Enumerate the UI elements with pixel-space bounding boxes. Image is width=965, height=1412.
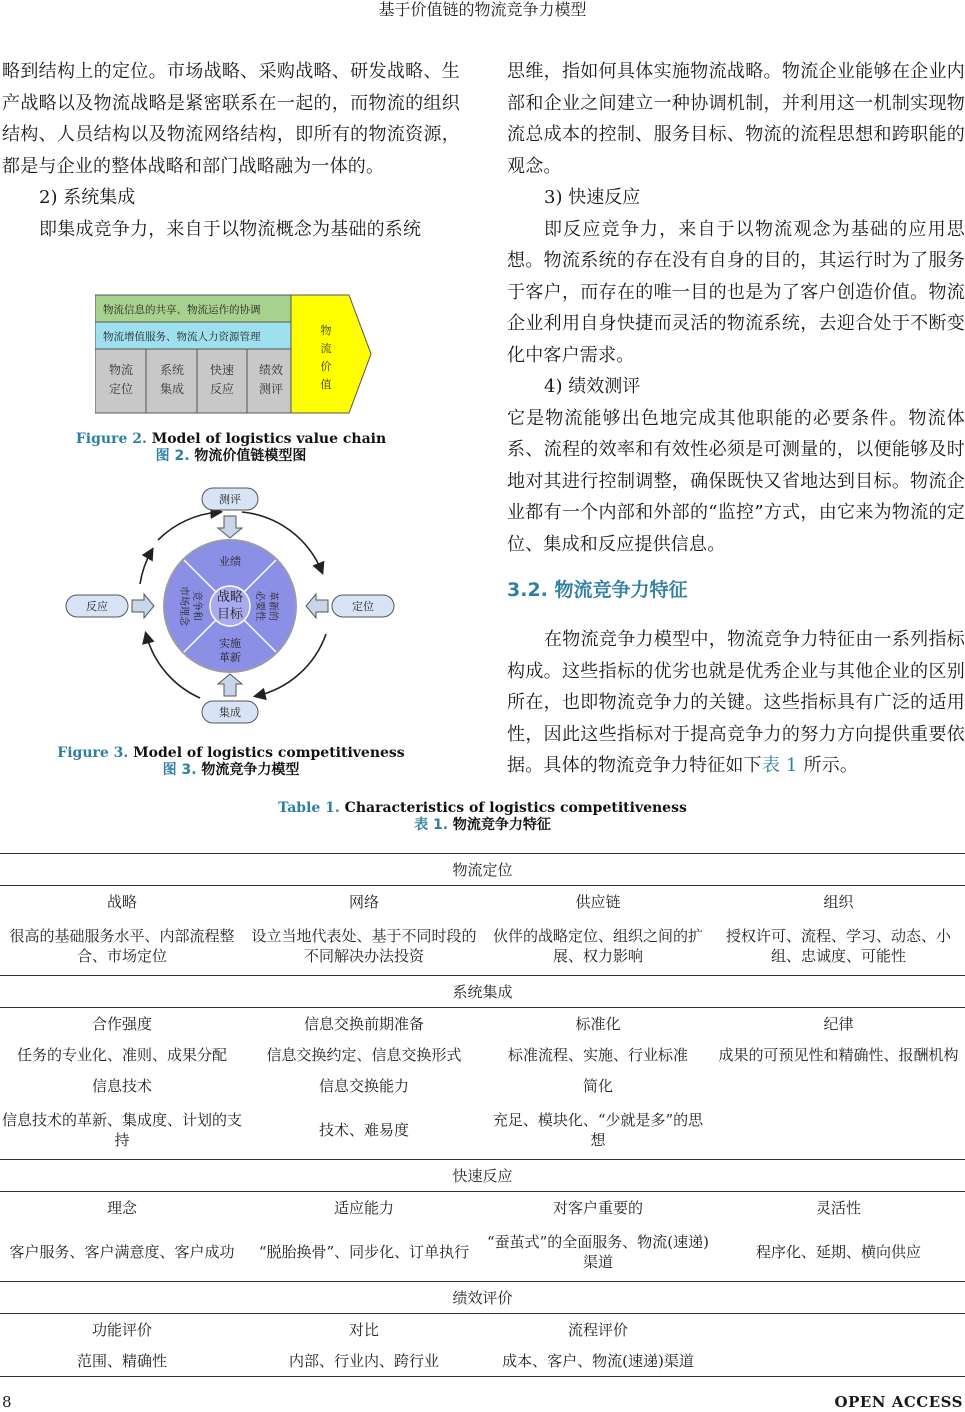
table-cell: “蚕茧式”的全面服务、物流(速递)渠道	[486, 1233, 710, 1271]
table-cell: 伙伴的战略定位、组织之间的扩展、权力影响	[492, 927, 703, 965]
node-top: 测评	[219, 493, 241, 506]
table-cell: “脱胎换骨”、同步化、订单执行	[258, 1243, 470, 1261]
table-cell: 设立当地代表处、基于不同时段的不同解决办法投资	[251, 927, 477, 965]
body-paragraph: 思维，指如何具体实施物流战略。物流企业能够在企业内部和企业之间建立一种协调机制，并利用这一机制实现物流总成本的控制、服务目标、物流的流程思想和跨职能的观念。	[507, 61, 965, 177]
right-column	[507, 56, 965, 782]
quadrant-left: 竞争和	[191, 591, 202, 621]
quadrant-left: 市场理念	[178, 586, 189, 626]
quadrant-right: 革新的	[267, 591, 278, 621]
table-cell: 适应能力	[333, 1198, 394, 1217]
subheading-quick-response: 3) 快速反应	[544, 187, 641, 208]
table-1-caption	[0, 800, 965, 834]
mid-bar-label: 物流增值服务、物流人力资源管理	[103, 331, 261, 343]
body-paragraph: 略到结构上的定位。市场战略、采购战略、研发战略、生产战略以及物流战略是紧密联系在一起的，而物流的组织结构、人员结构以及物流网络结构，即所有的物流资源，都是与企业的整体战略和部门战略融为一体的。	[2, 61, 460, 177]
center-label: 目标	[216, 607, 244, 622]
node-bottom: 集成	[219, 706, 241, 719]
arrow-char: 物	[320, 324, 332, 337]
cell-label: 定位	[108, 382, 134, 396]
group-title: 系统集成	[0, 976, 965, 1008]
table-1	[0, 853, 965, 1377]
section-heading: 3.2. 物流竞争力特征	[507, 579, 688, 601]
table-cell: 战略	[106, 892, 137, 911]
competitiveness-diagram	[60, 484, 400, 728]
body-paragraph: 即反应竞争力，来自于以物流观念为基础的应用思想。物流系统的存在没有自身的目的，其运行时为了服务于客户，而存在的唯一目的也是为了客户创造价值。物流企业利用自身快捷而灵活的物流系统，去迎合处于不断变化中客户需求。	[507, 218, 965, 366]
caption-label: Figure 2.	[75, 431, 147, 447]
table-cell: 简化	[582, 1076, 613, 1095]
cell-label: 快速	[209, 363, 235, 377]
arrow-char: 值	[320, 378, 332, 391]
left-column	[2, 56, 460, 245]
figure-3-caption	[2, 745, 460, 779]
group-title: 物流定位	[0, 854, 965, 886]
top-bar-label: 物流信息的共享、物流运作的协调	[103, 304, 261, 316]
table-cell: 充足、模块化、“少就是多”的思想	[492, 1111, 704, 1149]
table-cell	[712, 1314, 965, 1346]
table-cell: 对比	[348, 1320, 379, 1339]
table-cell: 供应链	[575, 892, 621, 911]
node-left: 反应	[86, 600, 108, 613]
quadrant-bottom: 革新	[219, 651, 241, 664]
arrow-char: 价	[320, 360, 332, 373]
table-cell	[712, 1345, 965, 1377]
table-cell: 信息交换前期准备	[303, 1014, 424, 1033]
cell-label: 绩效	[258, 363, 284, 377]
table-cell	[712, 1070, 965, 1101]
group-title: 快速反应	[0, 1160, 965, 1192]
table-cell: 客户服务、客户满意度、客户成功	[9, 1243, 235, 1261]
caption-label: Figure 3.	[57, 745, 129, 761]
quadrant-top: 业绩	[219, 555, 241, 568]
table-cell: 内部、行业内、跨行业	[244, 1345, 484, 1377]
caption-text: Model of logistics value chain	[146, 431, 387, 447]
cell-label: 反应	[209, 382, 235, 396]
caption-label: 表 1.	[414, 817, 449, 833]
table-cell: 任务的专业化、准则、成果分配	[16, 1045, 227, 1064]
subheading-performance: 4) 绩效测评	[544, 376, 641, 397]
table-cell: 标准流程、实施、行业标准	[507, 1045, 688, 1064]
caption-label: 图 2.	[155, 448, 190, 464]
table-cell: 很高的基础服务水平、内部流程整合、市场定位	[9, 927, 235, 965]
table-cell: 信息技术	[91, 1076, 152, 1095]
caption-label: Table 1.	[278, 800, 340, 816]
table-cell: 功能评价	[91, 1320, 152, 1339]
table-cell: 技术、难易度	[318, 1121, 409, 1139]
table-cell: 网络	[348, 892, 379, 911]
node-right: 定位	[352, 600, 374, 613]
group-title: 绩效评价	[0, 1282, 965, 1314]
value-chain-diagram	[95, 294, 375, 416]
table-cell: 灵活性	[816, 1198, 862, 1217]
cell-label: 测评	[258, 382, 284, 396]
quadrant-bottom: 实施	[219, 637, 241, 650]
open-access-label: OPEN ACCESS	[834, 1393, 963, 1411]
subheading-system-integration: 2) 系统集成	[39, 187, 136, 208]
table-cell: 信息技术的革新、集成度、计划的支持	[2, 1111, 243, 1149]
figure-3-competitiveness	[60, 484, 400, 728]
running-head: 基于价值链的物流竞争力模型	[378, 0, 587, 19]
table-cell: 纪律	[823, 1014, 854, 1033]
cell-label: 物流	[108, 363, 134, 377]
body-paragraph: 即集成竞争力，来自于以物流概念为基础的系统	[39, 218, 422, 240]
caption-text: Model of logistics competitiveness	[128, 745, 405, 761]
caption-text: 物流竞争力特征	[448, 817, 551, 833]
figure-2-value-chain	[95, 294, 375, 416]
para-text: 在物流竞争力模型中，物流竞争力特征由一系列指标构成。这些指标的优劣也就是优秀企业与其他企业的区别所在，也即物流竞争力的关键。这些指标具有广泛的适用性，因此这些指标对于提高竞争力的努力方向提供重要依据。具体的物流竞争力特征如下	[507, 629, 965, 776]
table-cell: 授权许可、流程、学习、动态、小组、忠诚度、可能性	[726, 927, 952, 965]
table-cell: 合作强度	[91, 1014, 152, 1033]
caption-text: 物流价值链模型图	[189, 448, 307, 464]
caption-text: Characteristics of logistics competitiveness	[339, 800, 687, 816]
caption-text: 物流竞争力模型	[196, 762, 300, 778]
table-cell: 对客户重要的	[552, 1198, 643, 1217]
quadrant-right: 必要性	[254, 591, 265, 621]
figure-2-caption	[2, 431, 460, 465]
caption-label: 图 3.	[162, 762, 197, 778]
table-cell: 理念	[106, 1198, 137, 1217]
table-cell: 组织	[823, 892, 854, 911]
table-cell: 标准化	[575, 1014, 621, 1033]
table-cell: 流程评价	[567, 1320, 628, 1339]
table-cell: 信息交换能力	[318, 1076, 409, 1095]
body-paragraph	[507, 624, 965, 782]
page-number: 8	[2, 1393, 12, 1411]
table-cell	[712, 1101, 965, 1160]
center-label: 战略	[216, 590, 244, 605]
cell-label: 系统	[159, 363, 185, 377]
cell-label: 集成	[159, 382, 185, 396]
table-ref-link[interactable]: 表 1	[761, 755, 798, 776]
body-paragraph: 它是物流能够出色地完成其他职能的必要条件。物流体系、流程的效率和有效性必须是可测量的，以便能够及时地对其进行控制调整，确保既快又省地达到目标。物流企业都有一个内部和外部的“监控”方式，由它来为物流的定位、集成和反应提供信息。	[507, 407, 965, 555]
table-cell: 信息交换约定、信息交换形式	[266, 1045, 462, 1064]
table-cell: 范围、精确性	[0, 1345, 244, 1377]
table-cell: 成果的可预见性和精确性、报酬机构	[718, 1045, 959, 1064]
table-cell: 成本、客户、物流(速递)渠道	[484, 1345, 712, 1377]
table-cell: 程序化、延期、横向供应	[756, 1243, 922, 1261]
arrow-char: 流	[320, 342, 332, 355]
para-text: 所示。	[797, 755, 859, 776]
